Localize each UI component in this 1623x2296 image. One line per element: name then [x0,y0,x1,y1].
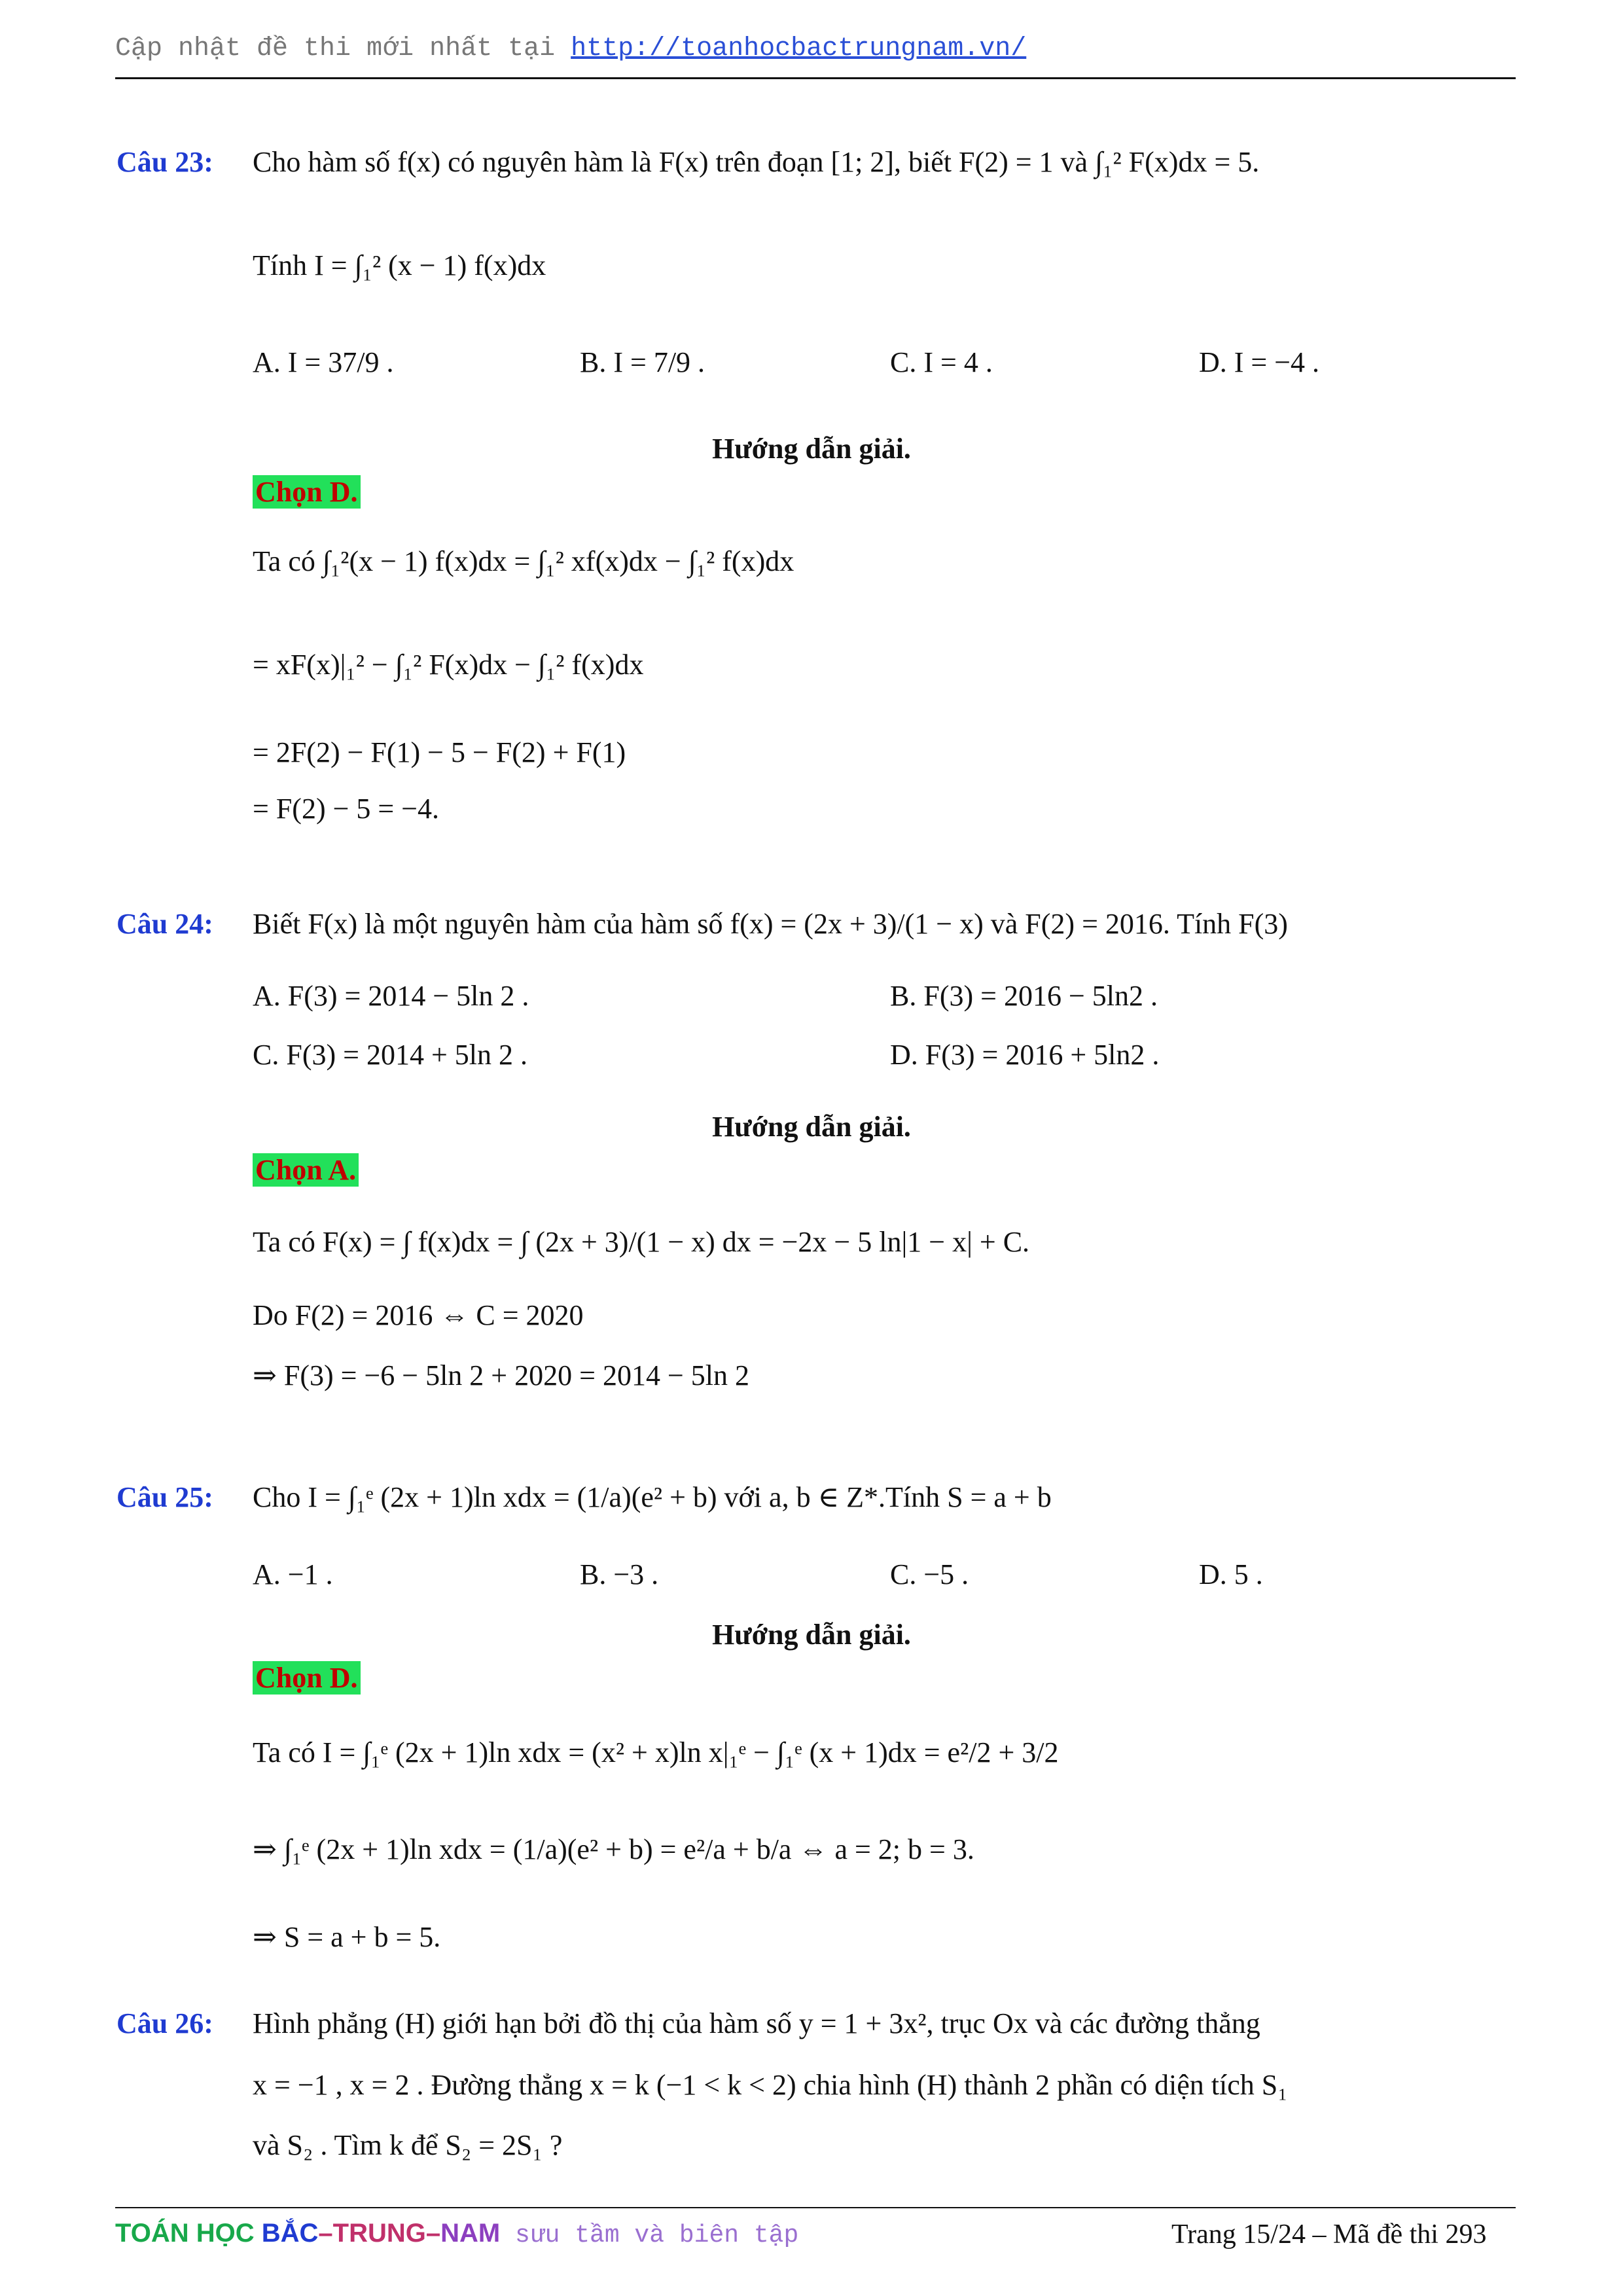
q26-line1: Hình phẳng (H) giới hạn bởi đồ thị của hàm số y = 1 + 3x², trục Ox và các đường thẳng [253,2007,1260,2039]
page-header [115,34,1516,63]
q25-line1: Cho I = ∫₁ᵉ (2x + 1)ln xdx = (1/a)(e² + b) với a, b ∈ Z*.Tính S = a + b [253,1481,1052,1513]
header-text: Cập nhật đề thi mới nhất tại [115,34,571,63]
q24-option-a: A. F(3) = 2014 − 5ln 2 . [253,980,529,1012]
q26-line3: và S₂ . Tìm k để S₂ = 2S₁ ? [253,2129,563,2161]
q23-option-b: B. I = 7/9 . [580,346,705,378]
q24-guide-title: Hướng dẫn giải. [712,1111,911,1143]
footer-brand [115,2219,798,2250]
q23-option-d: D. I = −4 . [1199,346,1320,378]
footer-brand-part-1: TOÁN HỌC [115,2219,262,2248]
q25-guide-title: Hướng dẫn giải. [712,1619,911,1651]
q25-solution-2: ⇒ ∫₁ᵉ (2x + 1)ln xdx = (1/a)(e² + b) = e²/a + b/a ⇔ a = 2; b = 3. [253,1833,974,1865]
header-rule [115,77,1516,79]
q23-solution-4: = F(2) − 5 = −4. [253,793,440,825]
q24-option-d: D. F(3) = 2016 + 5ln2 . [890,1039,1160,1071]
footer-brand-suffix: sưu tầm và biên tập [500,2221,799,2250]
footer-brand-part-2: BẮC [261,2219,319,2248]
footer-brand-part-3: –TRUNG– [318,2219,441,2248]
q24-option-b: B. F(3) = 2016 − 5ln2 . [890,980,1158,1012]
q24-chosen-answer: Chọn A. [253,1153,359,1187]
q23-guide-title: Hướng dẫn giải. [712,433,911,465]
q23-line2: Tính I = ∫₁² (x − 1) f(x)dx [253,249,546,281]
q25-solution-1: Ta có I = ∫₁ᵉ (2x + 1)ln xdx = (x² + x)ln x|₁ᵉ − ∫₁ᵉ (x + 1)dx = e²/2 + 3/2 [253,1736,1059,1768]
question-24-label: Câu 24: [116,908,213,940]
q23-option-c: C. I = 4 . [890,346,993,378]
q23-chosen-answer: Chọn D. [253,475,361,509]
q23-solution-2: = xF(x)|₁² − ∫₁² F(x)dx − ∫₁² f(x)dx [253,649,644,681]
q25-option-b: B. −3 . [580,1558,659,1590]
footer-brand-part-4: NAM [440,2219,501,2248]
q25-chosen-answer: Chọn D. [253,1661,361,1695]
question-26-label: Câu 26: [116,2007,213,2039]
q24-solution-1: Ta có F(x) = ∫ f(x)dx = ∫ (2x + 3)/(1 − x) dx = −2x − 5 ln|1 − x| + C. [253,1226,1030,1258]
header-link[interactable]: http://toanhocbactrungnam.vn/ [571,34,1027,63]
q25-solution-3: ⇒ S = a + b = 5. [253,1921,441,1953]
q25-option-d: D. 5 . [1199,1558,1263,1590]
q23-solution-1: Ta có ∫₁²(x − 1) f(x)dx = ∫₁² xf(x)dx − ∫₁² f(x)dx [253,545,794,577]
q24-solution-2: Do F(2) = 2016 ⇔ C = 2020 [253,1299,584,1331]
q23-line1: Cho hàm số f(x) có nguyên hàm là F(x) trên đoạn [1; 2], biết F(2) = 1 và ∫₁² F(x)dx = 5. [253,146,1260,178]
q26-line2: x = −1 , x = 2 . Đường thẳng x = k (−1 < k < 2) chia hình (H) thành 2 phần có diện tích S₁ [253,2069,1288,2101]
q24-solution-3: ⇒ F(3) = −6 − 5ln 2 + 2020 = 2014 − 5ln 2 [253,1359,749,1391]
question-25-label: Câu 25: [116,1481,213,1513]
q23-solution-3: = 2F(2) − F(1) − 5 − F(2) + F(1) [253,736,626,768]
question-23-label: Câu 23: [116,146,213,178]
page-number: Trang 15/24 – Mã đề thi 293 [1171,2219,1487,2250]
q24-line1: Biết F(x) là một nguyên hàm của hàm số f(x) = (2x + 3)/(1 − x) và F(2) = 2016. Tính F(3) [253,908,1288,940]
q25-option-a: A. −1 . [253,1558,333,1590]
q25-option-c: C. −5 . [890,1558,969,1590]
q24-option-c: C. F(3) = 2014 + 5ln 2 . [253,1039,527,1071]
q23-option-a: A. I = 37/9 . [253,346,394,378]
footer-rule [115,2207,1516,2208]
